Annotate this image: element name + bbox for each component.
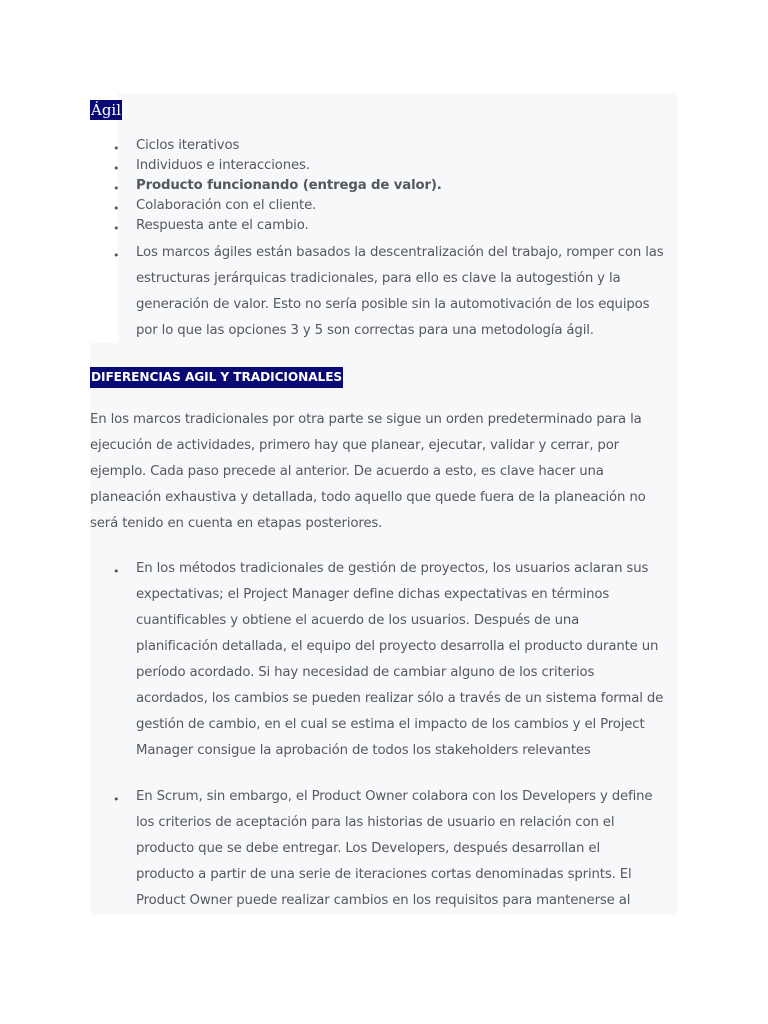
list-bullet: • [113,162,120,175]
list-item: Ciclos iterativos [136,138,240,153]
paragraph-line: será tenido en cuenta en etapas posteriores. [90,516,383,531]
list-item-line: planificación detallada, el equipo del proyecto desarrolla el producto durante un [136,639,659,654]
list-item-line: acordados, los cambios se pueden realizar sólo a través de un sistema formal de [136,691,664,706]
list-item-line: Los marcos ágiles están basados la descentralización del trabajo, romper con las [136,245,664,260]
list-bullet: • [113,142,120,155]
list-item-line: cuantificables y obtiene el acuerdo de los usuarios. Después de una [136,613,580,628]
list-item: Respuesta ante el cambio. [136,218,309,233]
list-bullet: • [113,202,120,215]
list-item-line: En los métodos tradicionales de gestión de proyectos, los usuarios aclaran sus [136,561,649,576]
list-item: Colaboración con el cliente. [136,198,317,213]
list-item: Individuos e interacciones. [136,158,310,173]
panel-notch [90,93,118,343]
list-item-line: por lo que las opciones 3 y 5 son correctas para una metodología ágil. [136,323,594,338]
list-bullet: • [113,793,120,806]
list-bullet: • [113,222,120,235]
paragraph-line: ejemplo. Cada paso precede al anterior. De acuerdo a esto, es clave hacer una [90,464,604,479]
paragraph-line: ejecución de actividades, primero hay que planear, ejecutar, validar y cerrar, por [90,438,619,453]
list-item-line: En Scrum, sin embargo, el Product Owner colabora con los Developers y define [136,789,653,804]
list-item-line: Manager consigue la aprobación de todos los stakeholders relevantes [136,743,591,758]
list-item-line: producto que se debe entregar. Los Developers, después desarrollan el [136,841,600,856]
list-item-line: gestión de cambio, en el cual se estima el impacto de los cambios y el Project [136,717,645,732]
list-item-line: estructuras jerárquicas tradicionales, para ello es clave la autogestión y la [136,271,621,286]
list-item-line: producto a partir de una serie de iteraciones cortas denominadas sprints. El [136,867,632,882]
heading-agil: Ágil [91,101,122,119]
list-item-line: generación de valor. Esto no sería posible sin la automotivación de los equipos [136,297,650,312]
list-item-line: Product Owner puede realizar cambios en los requisitos para mantenerse al [136,893,631,908]
list-item-line: los criterios de aceptación para las historias de usuario en relación con el [136,815,615,830]
list-bullet: • [113,182,120,195]
list-item-bold: Producto funcionando (entrega de valor). [136,178,442,193]
list-bullet: • [113,565,120,578]
heading-diferencias: DIFERENCIAS AGIL Y TRADICIONALES [90,367,343,388]
paragraph-line: planeación exhaustiva y detallada, todo aquello que quede fuera de la planeación no [90,490,646,505]
list-item-line: período acordado. Si hay necesidad de cambiar alguno de los criterios [136,665,595,680]
paragraph-line: En los marcos tradicionales por otra parte se sigue un orden predeterminado para la [90,412,642,427]
list-bullet: • [113,249,120,262]
list-item-line: expectativas; el Project Manager define dichas expectativas en términos [136,587,610,602]
